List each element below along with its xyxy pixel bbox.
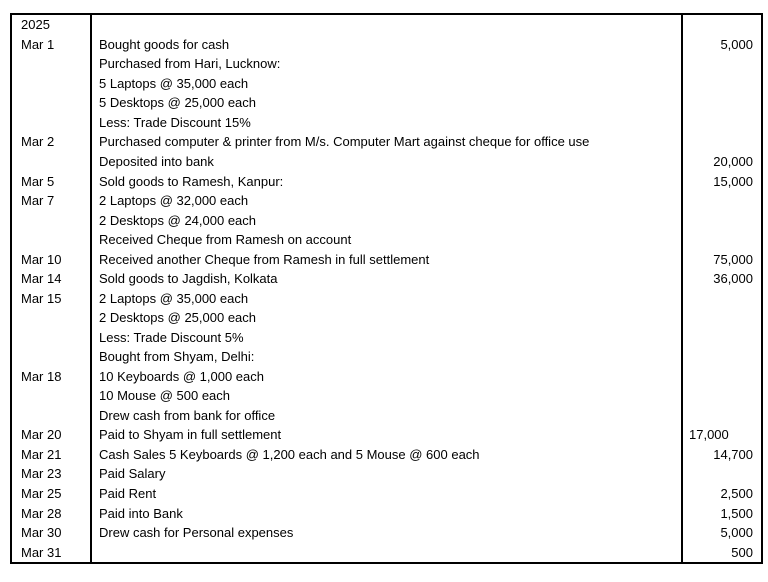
amount-cell: [681, 230, 761, 250]
table-row: [12, 93, 761, 113]
date-cell: [12, 328, 90, 348]
table-row: [12, 171, 761, 191]
table-row: [12, 328, 761, 348]
description-cell: 2 Laptops @ 32,000 each: [90, 191, 681, 211]
journal-table: [10, 13, 763, 564]
amount-cell: 20,000: [681, 152, 761, 172]
description-cell: Bought from Shyam, Delhi:: [90, 347, 681, 367]
table-row: [12, 210, 761, 230]
amount-cell: [681, 15, 761, 35]
table-row: [12, 542, 761, 562]
description-cell: 2 Laptops @ 35,000 each: [90, 288, 681, 308]
table-row: [12, 308, 761, 328]
date-cell: Mar 25: [21, 486, 62, 502]
description-cell: Deposited into bank: [90, 152, 681, 172]
description-cell: Cash Sales 5 Keyboards @ 1,200 each and 5 Mouse @ 600 each: [90, 445, 681, 465]
description-cell: Received Cheque from Ramesh on account: [90, 230, 681, 250]
table-row: [12, 367, 761, 387]
date-cell: [12, 152, 90, 172]
amount-cell: [681, 93, 761, 113]
date-cell: [12, 54, 90, 74]
amount-cell: [681, 210, 761, 230]
description-cell: Less: Trade Discount 5%: [90, 328, 681, 348]
description-cell: 10 Mouse @ 500 each: [90, 386, 681, 406]
amount-cell: [681, 328, 761, 348]
date-cell: Mar 20: [21, 427, 62, 443]
date-cell: Mar 7: [21, 193, 55, 209]
table-row: [12, 425, 761, 445]
amount-cell: [681, 464, 761, 484]
date-cell: [12, 406, 90, 426]
table-row: [12, 386, 761, 406]
description-cell: 2 Desktops @ 24,000 each: [90, 210, 681, 230]
amount-cell: [681, 191, 761, 211]
description-cell: Drew cash from bank for office: [90, 406, 681, 426]
description-cell: Purchased from Hari, Lucknow:: [90, 54, 681, 74]
amount-cell: [681, 54, 761, 74]
date-cell: Mar 18: [21, 368, 62, 384]
table-row: [12, 54, 761, 74]
date-cell: Mar 5: [21, 173, 55, 189]
amount-cell: [681, 347, 761, 367]
amount-cell: 14,700: [681, 445, 761, 465]
description-cell: Paid Rent: [90, 484, 681, 504]
description-cell: Bought goods for cash: [90, 35, 681, 55]
description-cell: 2 Desktops @ 25,000 each: [90, 308, 681, 328]
date-cell: [12, 386, 90, 406]
description-cell: 5 Desktops @ 25,000 each: [90, 93, 681, 113]
description-cell: Paid Salary: [90, 464, 681, 484]
table-row: [12, 523, 761, 543]
description-cell: Drew cash for Personal expenses: [90, 523, 681, 543]
date-cell: [12, 347, 90, 367]
amount-cell: [681, 132, 761, 152]
date-cell: Mar 30: [21, 525, 62, 541]
description-cell: 10 Keyboards @ 1,000 each: [90, 367, 681, 387]
amount-cell: 15,000: [681, 171, 761, 191]
date-cell: [12, 308, 90, 328]
date-cell: Mar 10: [21, 251, 62, 267]
date-cell: [12, 93, 90, 113]
table-row: [12, 230, 761, 250]
date-cell: [12, 113, 90, 133]
description-cell: 5 Laptops @ 35,000 each: [90, 74, 681, 94]
table-row: [12, 503, 761, 523]
date-cell: Mar 21: [21, 446, 62, 462]
date-cell: [12, 230, 90, 250]
description-cell: Less: Trade Discount 15%: [90, 113, 681, 133]
description-cell: Paid into Bank: [90, 503, 681, 523]
date-cell: Mar 28: [21, 505, 62, 521]
amount-cell: [681, 386, 761, 406]
description-cell: Received another Cheque from Ramesh in full settlement: [90, 249, 681, 269]
date-cell: [12, 210, 90, 230]
amount-cell: 5,000: [681, 35, 761, 55]
amount-cell: [681, 406, 761, 426]
date-cell: 2025: [21, 17, 50, 33]
amount-cell: 500: [681, 542, 761, 562]
description-cell: [90, 15, 681, 35]
table-row: [12, 464, 761, 484]
date-cell: Mar 14: [21, 271, 62, 287]
amount-cell: [681, 367, 761, 387]
description-cell: Sold goods to Jagdish, Kolkata: [90, 269, 681, 289]
amount-cell: 36,000: [681, 269, 761, 289]
date-cell: [12, 74, 90, 94]
amount-cell: [681, 113, 761, 133]
date-cell: Mar 2: [21, 134, 55, 150]
amount-cell: [681, 308, 761, 328]
date-cell: Mar 23: [21, 466, 62, 482]
table-row: [12, 406, 761, 426]
date-cell: Mar 31: [21, 544, 62, 560]
table-row: [12, 288, 761, 308]
amount-cell: 1,500: [681, 503, 761, 523]
table-row: [12, 113, 761, 133]
description-cell: Paid to Shyam in full settlement: [90, 425, 681, 445]
amount-cell: 5,000: [681, 523, 761, 543]
table-row: [12, 347, 761, 367]
amount-cell: [681, 74, 761, 94]
date-cell: Mar 15: [21, 290, 62, 306]
description-cell: [90, 542, 681, 562]
description-cell: Sold goods to Ramesh, Kanpur:: [90, 171, 681, 191]
table-row: [12, 484, 761, 504]
table-row: [12, 269, 761, 289]
table-row: [12, 15, 761, 35]
table-row: [12, 74, 761, 94]
table-row: [12, 249, 761, 269]
table-row: [12, 35, 761, 55]
table-row: [12, 132, 761, 152]
amount-cell: [681, 288, 761, 308]
table-row: [12, 191, 761, 211]
amount-cell: 75,000: [681, 249, 761, 269]
date-cell: Mar 1: [21, 36, 55, 52]
table-row: [12, 152, 761, 172]
amount-cell: 17,000: [681, 425, 761, 445]
description-cell: Purchased computer & printer from M/s. Computer Mart against cheque for office use: [90, 132, 681, 152]
amount-cell: 2,500: [681, 484, 761, 504]
table-row: [12, 445, 761, 465]
